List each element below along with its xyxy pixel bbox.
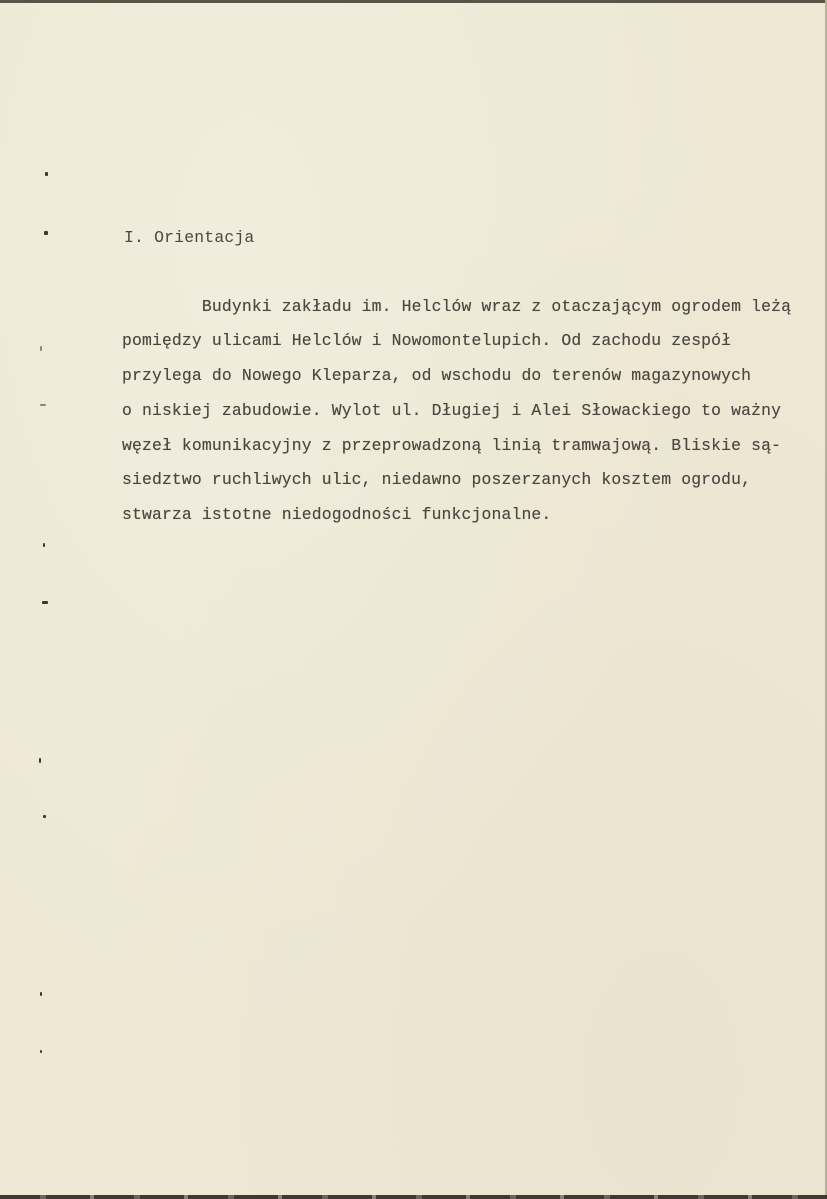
paragraph-line: pomiędzy ulicami Helclów i Nowomontelupich. Od zachodu zespół	[122, 331, 732, 350]
margin-speck	[44, 231, 48, 235]
paragraph-line: Budynki zakładu im. Helclów wraz z otaczającym ogrodem leżą	[122, 297, 792, 316]
section-heading: I. Orientacja	[124, 228, 255, 247]
paragraph-line: siedztwo ruchliwych ulic, niedawno poszerzanych kosztem ogrodu,	[122, 470, 752, 489]
paragraph-line: węzeł komunikacyjny z przeprowadzoną linią tramwajową. Bliskie są-	[122, 436, 782, 455]
margin-speck	[45, 172, 48, 176]
margin-speck	[40, 404, 46, 406]
margin-speck	[40, 1050, 42, 1053]
page-top-edge	[0, 0, 827, 3]
margin-speck	[40, 346, 42, 351]
page-bottom-edge	[0, 1195, 827, 1199]
margin-speck	[40, 992, 42, 996]
margin-speck	[42, 601, 48, 604]
paragraph-line: stwarza istotne niedogodności funkcjonalne.	[122, 505, 552, 524]
margin-speck	[43, 815, 46, 818]
paragraph-line: o niskiej zabudowie. Wylot ul. Długiej i Alei Słowackiego to ważny	[122, 401, 782, 420]
margin-speck	[43, 543, 45, 547]
paragraph-line: przylega do Nowego Kleparza, od wschodu do terenów magazynowych	[122, 366, 752, 385]
margin-speck	[39, 758, 41, 763]
